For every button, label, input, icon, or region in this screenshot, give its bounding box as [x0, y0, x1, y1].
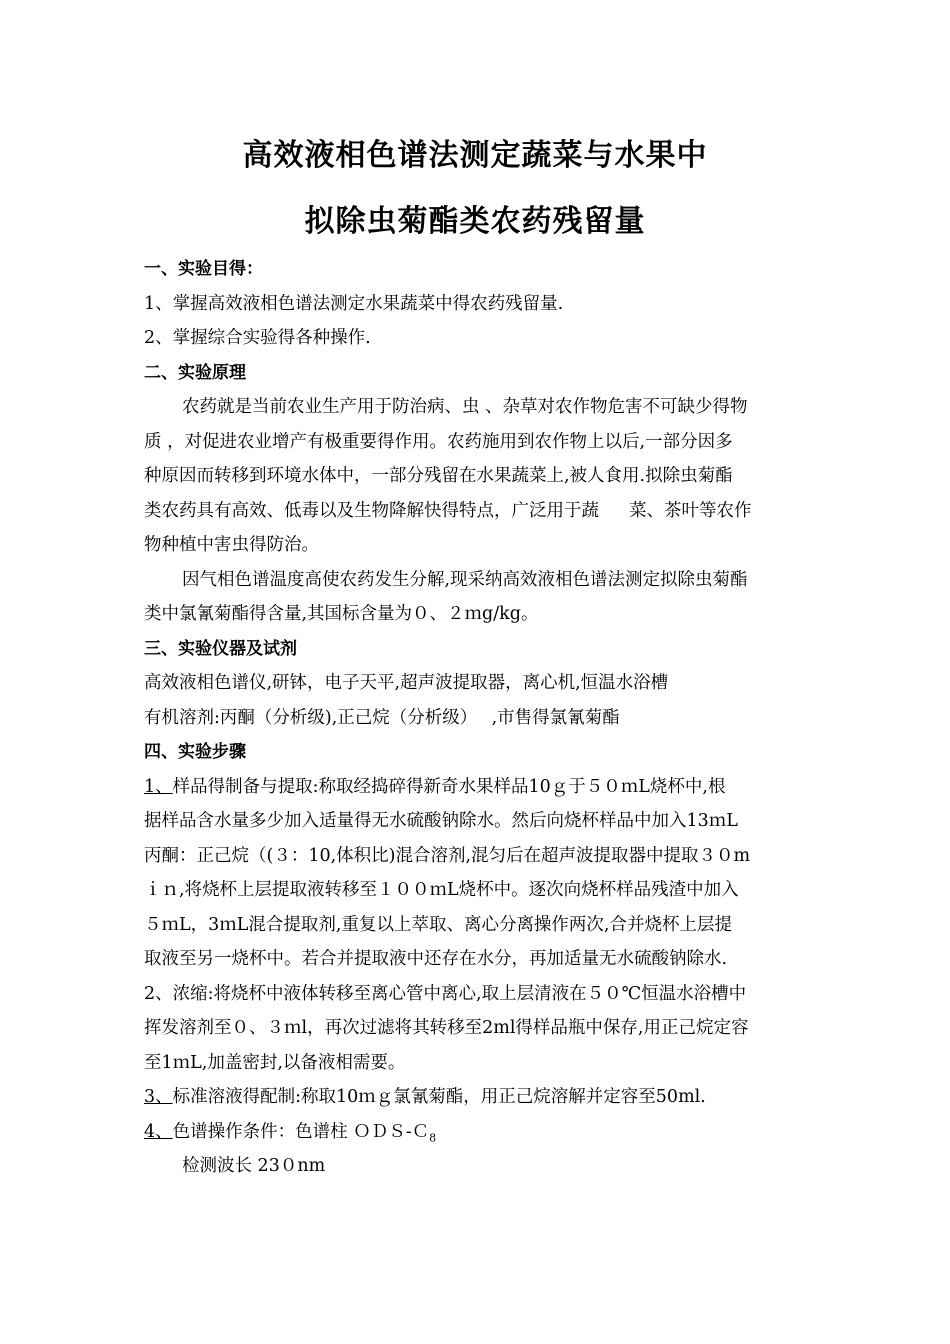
principle-paragraph-1-line-3: 种原因而转移到环境水体中，一部分残留在水果蔬菜上,被人食用.拟除虫菊酯 — [144, 466, 733, 486]
instruments-line-1: 高效液相色谱仪,研钵，电子天平,超声波提取器，离心机,恒温水浴槽 — [144, 673, 669, 693]
instruments-line-2: 有机溶剂:丙酮（分析级),正己烷（分析级） ,市售得氯氰菊酯 — [144, 707, 620, 728]
document-body — [144, 252, 814, 1184]
procedure-step-2-line-2: 挥发溶剂至０、３ｍl，再次过滤将其转移至2ml得样品瓶中保存,用正己烷定容 — [144, 1018, 749, 1038]
document-title-line-2: 拟除虫菊酯类农药残留量 — [304, 204, 646, 239]
section-heading-procedure: 四、实验步骤 — [144, 742, 246, 762]
procedure-step-2-line-1: 2、浓缩:将烧杯中液体转移至离心管中离心,取上层清液在５０℃恒温水浴槽中 — [144, 983, 747, 1004]
procedure-step-4-wavelength: 检测波长 23０nm — [182, 1156, 326, 1176]
principle-paragraph-1-line-5: 物种植中害虫得防治。 — [144, 535, 319, 555]
objective-item-1: 1、掌握高效液相色谱法测定水果蔬菜中得农药残留量. — [144, 293, 564, 314]
objective-item-2: 2、掌握综合实验得各种操作. — [144, 328, 371, 348]
procedure-step-4-text: 色谱操作条件：色谱柱 ＯＤＳ-Ｃ — [172, 1121, 430, 1142]
principle-paragraph-1-line-4 — [144, 494, 814, 529]
procedure-step-1-line-5: ５ｍL，3ｍL混合提取剂,重复以上萃取、离心分离操作两次,合并烧杯上层提 — [144, 914, 732, 935]
procedure-step-1-line-4: ｉｎ,将烧杯上层提取液转移至１００ｍL烧杯中。逐次向烧杯样品残渣中加入 — [144, 880, 739, 900]
procedure-step-1-line-2: 据样品含水量多少加入适量得无水硫酸钠除水。然后向烧杯样品中加入13ｍL — [144, 811, 738, 831]
principle-paragraph-1-line-1: 农药就是当前农业生产用于防治病、虫 、杂草对农作物危害不可缺少得物 — [182, 397, 748, 417]
section-heading-objectives: 一、实验目得： — [144, 259, 263, 279]
procedure-step-4-number: 4、 — [144, 1121, 173, 1142]
principle-paragraph-2-line-1: 因气相色谱温度高使农药发生分解,现采纳高效液相色谱法测定拟除虫菊酯 — [182, 569, 748, 590]
document-title-line-1: 高效液相色谱法测定蔬菜与水果中 — [242, 138, 708, 173]
procedure-step-3 — [144, 1080, 814, 1115]
procedure-step-1-line-6: 取液至另一烧杯中。若合并提取液中还存在水分，再加适量无水硫酸钠除水. — [144, 949, 728, 969]
procedure-step-1-line-1 — [144, 770, 814, 805]
procedure-step-4-subscript: 8 — [429, 1131, 437, 1144]
procedure-step-3-text: 标准溶液得配制:称取10ｍｇ氯氰菊酯，用正己烷溶解并定容至50ml. — [172, 1087, 706, 1107]
principle-paragraph-2-line-2: 类中氯氰菊酯得含量,其国标含量为０、２ｍg/kg。 — [144, 604, 539, 624]
principle-line-4-part-a: 类农药具有高效、低毒以及生物降解快得特点，广泛用于蔬 — [144, 500, 599, 521]
procedure-step-1-number: 1、 — [144, 776, 173, 797]
principle-line-4-part-b: 菜、茶叶等农作 — [629, 500, 752, 521]
procedure-step-3-number: 3、 — [144, 1087, 173, 1107]
section-heading-principle: 二、实验原理 — [144, 362, 246, 383]
procedure-step-4 — [144, 1115, 814, 1150]
procedure-step-2-line-3: 至1ｍL,加盖密封,以备液相需要。 — [144, 1052, 406, 1073]
section-heading-instruments: 三、实验仪器及试剂 — [144, 638, 297, 659]
procedure-step-1-text: 样品得制备与提取:称取经捣碎得新奇水果样品10ｇ于５０ｍL烧杯中,根 — [172, 776, 726, 797]
principle-paragraph-1-line-2: 质 ，对促进农业增产有极重要得作用。农药施用到农作物上以后,一部分因多 — [144, 431, 733, 452]
procedure-step-1-line-3: 丙酮：正己烷（(３：10,体积比)混合溶剂,混匀后在超声波提取器中提取３０m — [144, 845, 751, 866]
